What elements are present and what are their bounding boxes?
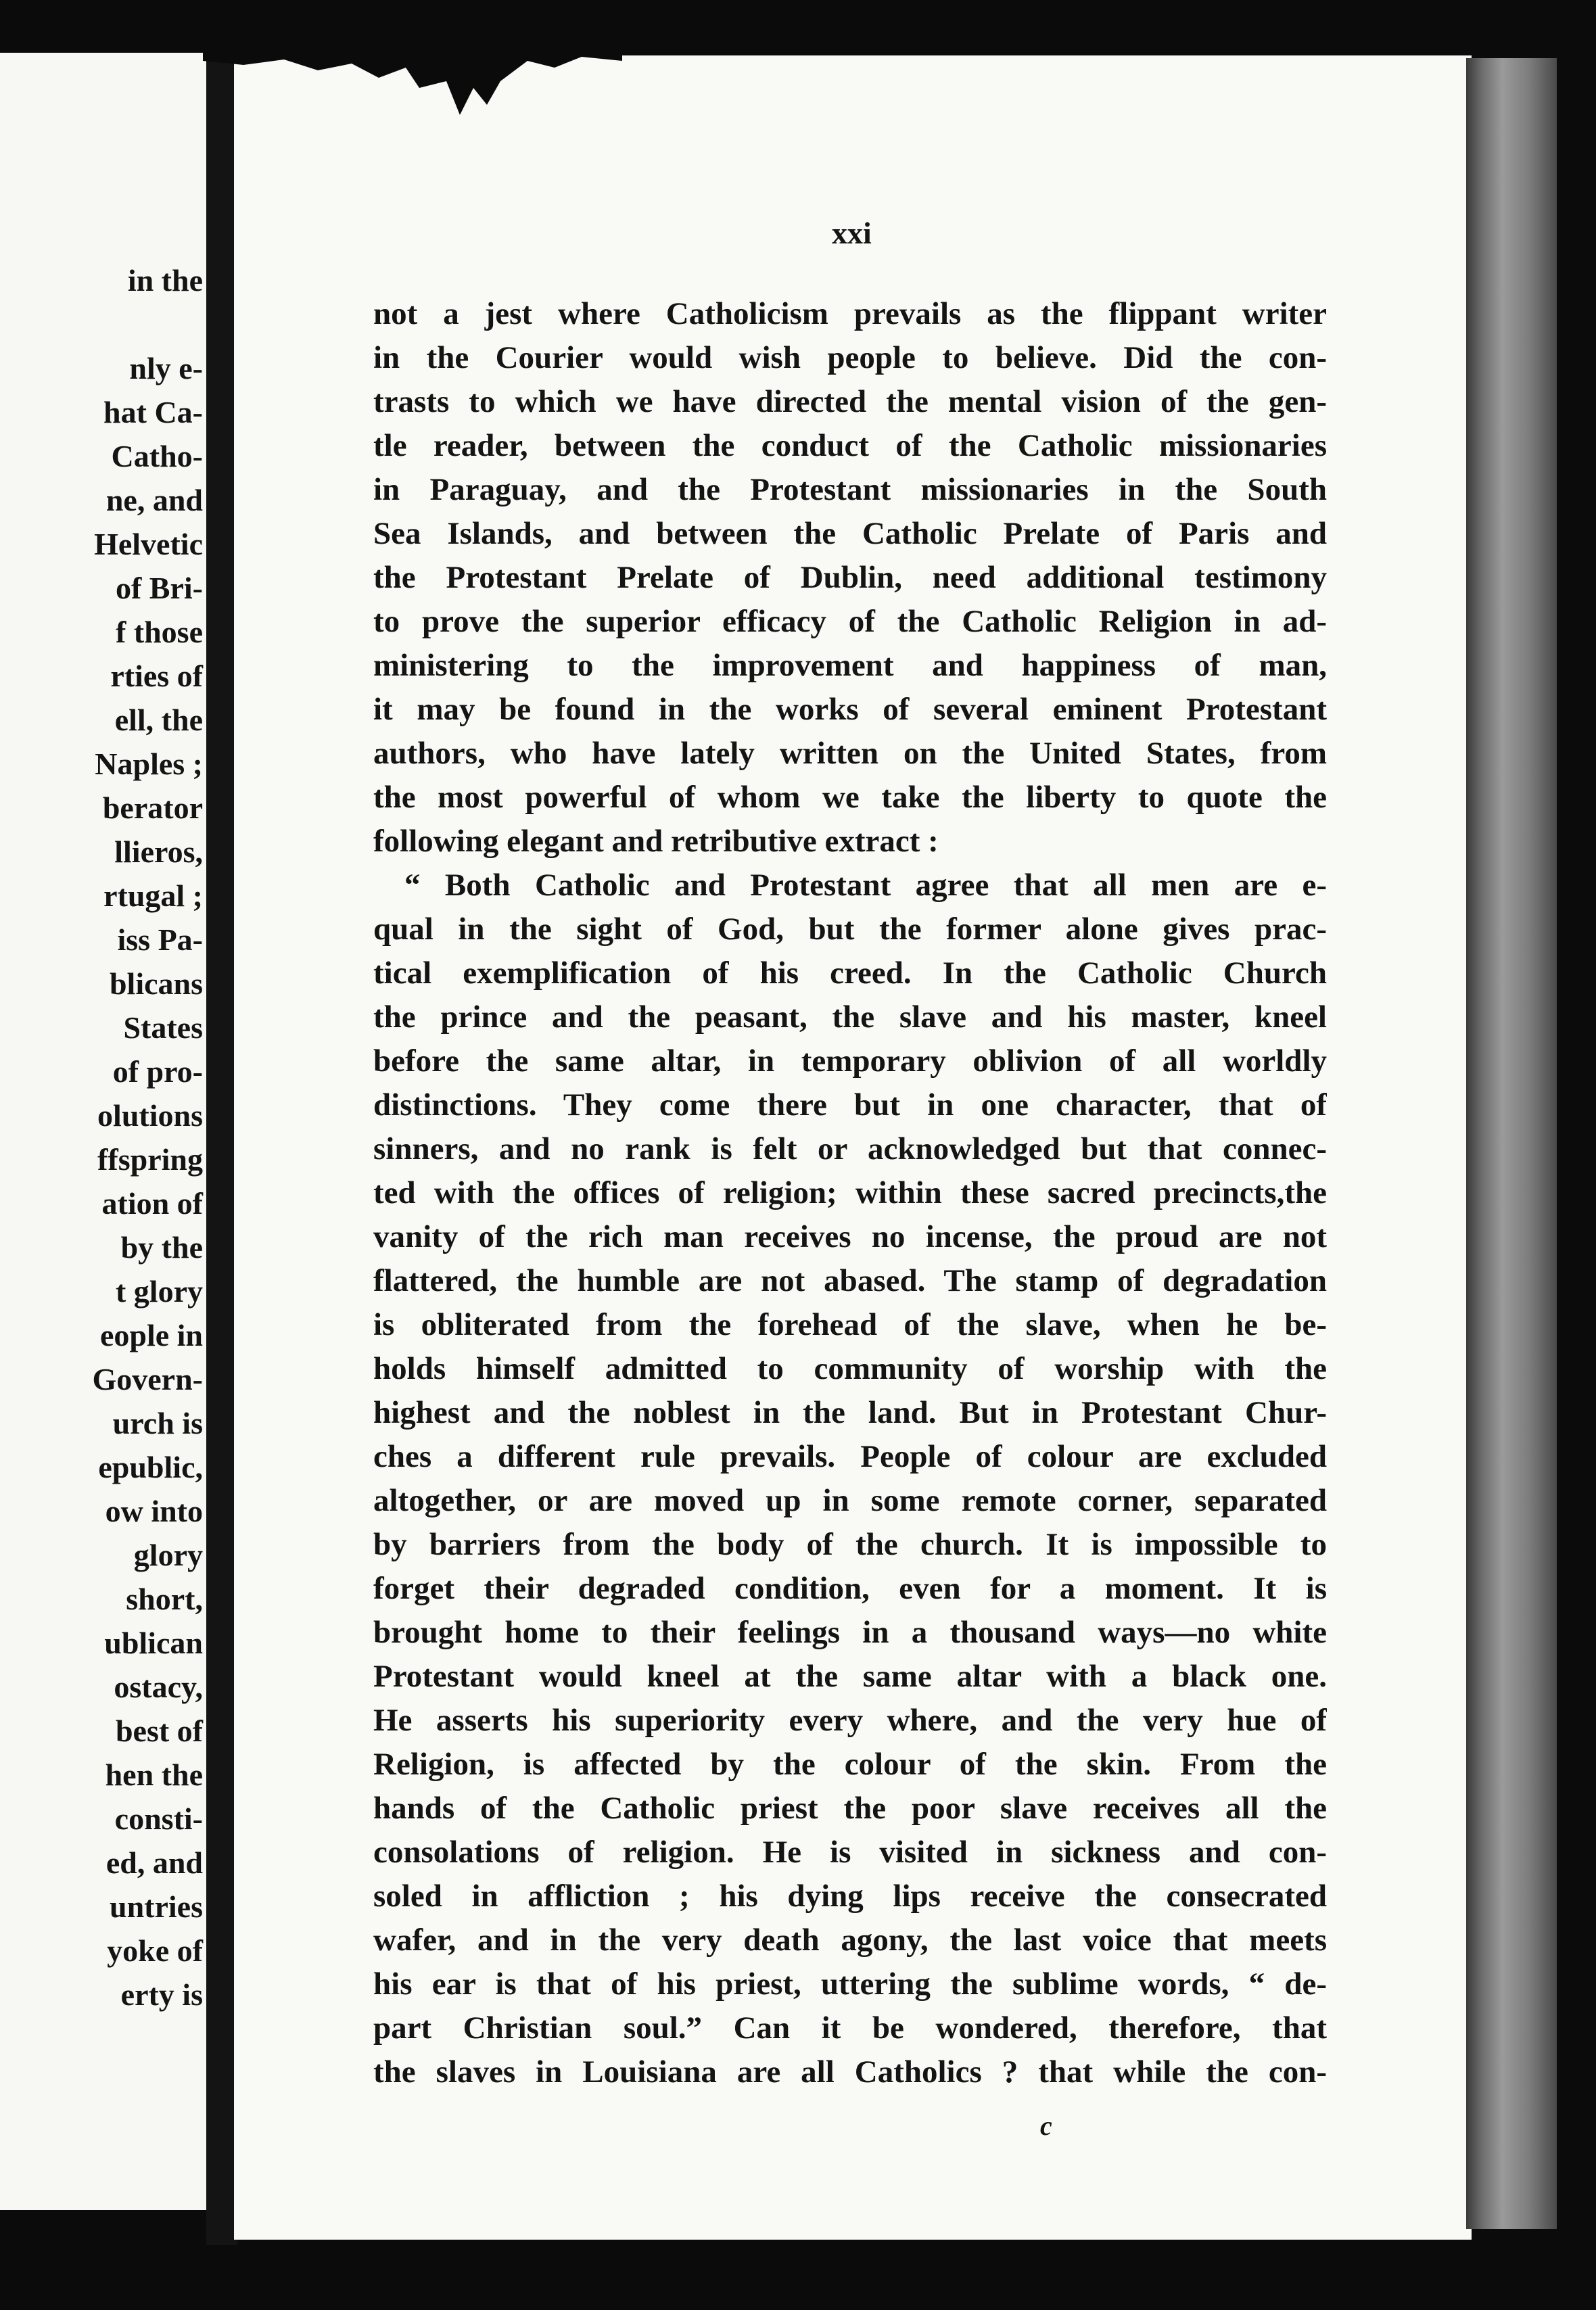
left-page-fragment	[0, 53, 215, 2210]
left-page-line: llieros,	[114, 834, 203, 869]
text-line: in the Courier would wish people to believe. Did the con-	[373, 340, 1327, 375]
text-line: He asserts his superiority every where, and the very hue of	[373, 1703, 1327, 1738]
torn-page-edge	[203, 41, 622, 115]
left-page-line: ation of	[101, 1186, 203, 1221]
left-page-line: urch is	[112, 1406, 203, 1440]
left-page-line: consti-	[114, 1801, 203, 1836]
text-line: hands of the Catholic priest the poor slave receives all the	[373, 1791, 1327, 1826]
text-line: trasts to which we have directed the mental vision of the gen-	[373, 384, 1327, 419]
left-page-line: by the	[120, 1230, 203, 1265]
left-page-line: nly e-	[129, 351, 203, 385]
left-page-line: in the	[127, 263, 203, 298]
text-line: in Paraguay, and the Protestant missionaries in the South	[373, 472, 1327, 507]
left-page-line: ne, and	[105, 483, 203, 517]
left-page-line: eople in	[99, 1318, 203, 1352]
left-page-line: of Bri-	[115, 571, 203, 605]
text-line: altogether, or are moved up in some remote corner, separated	[373, 1483, 1327, 1518]
body-text	[373, 292, 1327, 2094]
text-line: his ear is that of his priest, uttering the sublime words, “ de-	[373, 1966, 1327, 2002]
left-page-line: yoke of	[107, 1933, 203, 1968]
text-line: consolations of religion. He is visited in sickness and con-	[373, 1835, 1327, 1870]
text-line: authors, who have lately written on the United States, from	[373, 736, 1327, 771]
book-gutter	[206, 47, 237, 2245]
left-page-line: ostacy,	[114, 1670, 203, 1704]
left-page-line: ed, and	[105, 1845, 203, 1880]
left-page-line: hen the	[105, 1758, 203, 1792]
left-page-line: erty is	[120, 1977, 203, 2012]
text-line: tical exemplification of his creed. In the Catholic Church	[373, 956, 1327, 991]
left-page-line: short,	[126, 1582, 203, 1616]
text-line: ted with the offices of religion; within these sacred precincts,the	[373, 1175, 1327, 1210]
text-line: by barriers from the body of the church. It is impossible to	[373, 1527, 1327, 1562]
left-page-line: t glory	[115, 1274, 203, 1309]
left-page-line: ell, the	[114, 703, 203, 737]
left-page-line: epublic,	[98, 1450, 203, 1484]
text-line: not a jest where Catholicism prevails as the flippant writer	[373, 296, 1327, 331]
text-line: ministering to the improvement and happiness of man,	[373, 648, 1327, 683]
left-page-line: Helvetic	[94, 527, 203, 561]
text-line: is obliterated from the forehead of the slave, when he be-	[373, 1307, 1327, 1342]
text-line: qual in the sight of God, but the former alone gives prac-	[373, 912, 1327, 947]
left-page-line: iss Pa-	[117, 922, 203, 957]
left-page-line: olutions	[97, 1098, 203, 1133]
text-line: soled in affliction ; his dying lips receive the consecrated	[373, 1879, 1327, 1914]
left-page-line: f those	[115, 615, 203, 649]
text-line: Religion, is affected by the colour of the skin. From the	[373, 1747, 1327, 1782]
text-line: to prove the superior efficacy of the Catholic Religion in ad-	[373, 604, 1327, 639]
left-page-line: ublican	[104, 1626, 203, 1660]
text-line: Protestant would kneel at the same altar with a black one.	[373, 1659, 1327, 1694]
left-page-line: hat Ca-	[103, 395, 203, 429]
text-line: holds himself admitted to community of worship with the	[373, 1351, 1327, 1386]
left-page-line: Govern-	[92, 1362, 203, 1396]
left-page-line: Naples ;	[95, 747, 203, 781]
text-line: Sea Islands, and between the Catholic Prelate of Paris and	[373, 516, 1327, 551]
left-page-line: best of	[115, 1714, 203, 1748]
text-line: the most powerful of whom we take the liberty to quote the	[373, 780, 1327, 815]
left-page-line: ffspring	[97, 1142, 203, 1177]
text-line: “ Both Catholic and Protestant agree that all men are e-	[404, 868, 1327, 903]
text-line: part Christian soul.” Can it be wondered, therefore, that	[373, 2010, 1327, 2046]
text-line: forget their degraded condition, even for a moment. It is	[373, 1571, 1327, 1606]
left-page-line: of pro-	[112, 1054, 203, 1089]
text-line: wafer, and in the very death agony, the last voice that meets	[373, 1923, 1327, 1958]
text-line: vanity of the rich man receives no incense, the proud are not	[373, 1219, 1327, 1254]
text-line: ches a different rule prevails. People of colour are excluded	[373, 1439, 1327, 1474]
text-line: before the same altar, in temporary oblivion of all worldly	[373, 1043, 1327, 1079]
text-line: flattered, the humble are not abased. The stamp of degradation	[373, 1263, 1327, 1298]
page-number: xxi	[832, 216, 872, 250]
left-page-line: rtugal ;	[103, 878, 203, 913]
left-page-line: untries	[110, 1889, 203, 1924]
left-page-line: ow into	[105, 1494, 203, 1528]
left-page-line: blicans	[109, 966, 203, 1001]
left-page-line: berator	[102, 791, 203, 825]
text-line: tle reader, between the conduct of the Catholic missionaries	[373, 428, 1327, 463]
text-line: the prince and the peasant, the slave and his master, kneel	[373, 999, 1327, 1035]
left-page-line: Catho-	[111, 439, 203, 473]
text-line: it may be found in the works of several eminent Protestant	[373, 692, 1327, 727]
left-page-line: States	[123, 1010, 203, 1045]
text-line: the slaves in Louisiana are all Catholics ? that while the con-	[373, 2054, 1327, 2090]
text-line: sinners, and no rank is felt or acknowledged but that connec-	[373, 1131, 1327, 1166]
left-page-line: rties of	[110, 659, 203, 693]
text-line: brought home to their feelings in a thousand ways—no white	[373, 1615, 1327, 1650]
page-edge	[1466, 58, 1557, 2229]
text-line: following elegant and retributive extract :	[373, 824, 939, 859]
text-line: the Protestant Prelate of Dublin, need additional testimony	[373, 560, 1327, 595]
left-page-line: glory	[133, 1538, 203, 1572]
text-line: highest and the noblest in the land. But in Protestant Chur-	[373, 1395, 1327, 1430]
signature-mark: c	[1040, 2111, 1052, 2141]
text-line: distinctions. They come there but in one character, that of	[373, 1087, 1327, 1123]
